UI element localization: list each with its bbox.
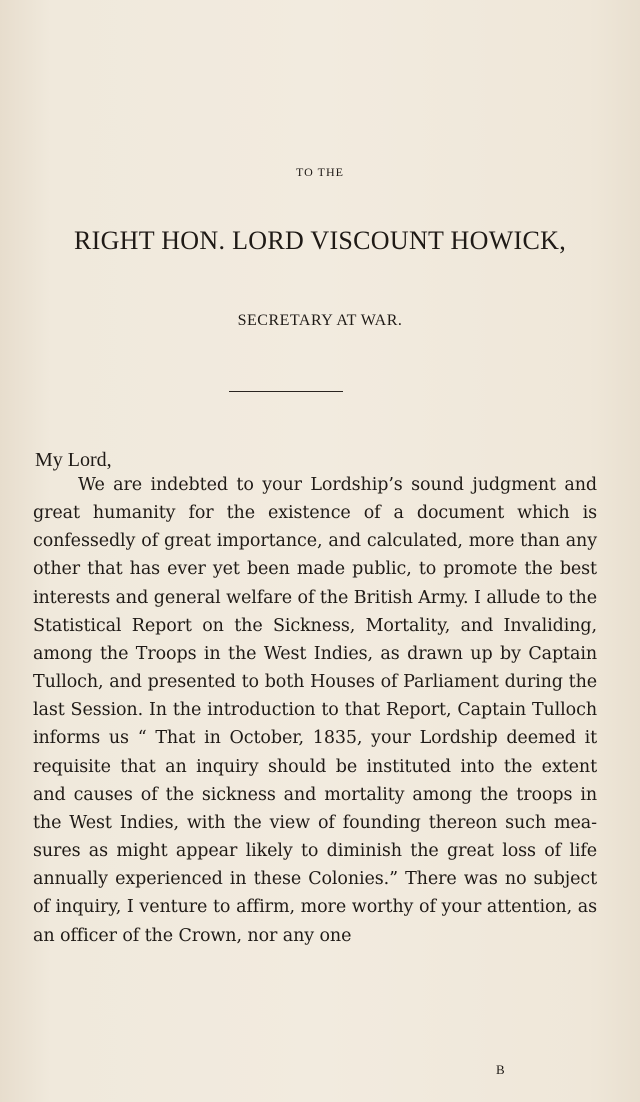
- signature-mark: B: [496, 1062, 505, 1077]
- salutation: My Lord,: [35, 449, 112, 471]
- letter-body: We are indebted to your Lordship’s sound judgment and great humanity for the existence of a document which is confessedly of great importance, and calculated, more than any other that has ever yet been made public, to promote the best interests and general welfare of the British Army. I allude to the Statistical Report on the Sickness, Mortality, and Invaliding, among the Troops in the West Indies, as drawn up by Captain Tulloch, and presented to both Houses of Parliament during the last Session. In the introduction to that Report, Captain Tulloch informs us “ That in October, 1835, your Lordship deemed it requisite that an inquiry should be instituted into the extent and causes of the sickness and mortality among the troops in the West Indies, with the view of founding thereon such measures as might appear likely to diminish the great loss of life annually experienced in these Colonies.” There was no subject of inquiry, I venture to affirm, more worthy of your attention, as an officer of the Crown, nor any one: [33, 475, 597, 946]
- dedicatee-name: RIGHT HON. LORD VISCOUNT HOWICK,: [73, 226, 567, 255]
- section-divider: [229, 391, 343, 392]
- dedicatee-office: SECRETARY AT WAR.: [237, 312, 403, 329]
- dedication-preamble: TO THE: [296, 165, 344, 179]
